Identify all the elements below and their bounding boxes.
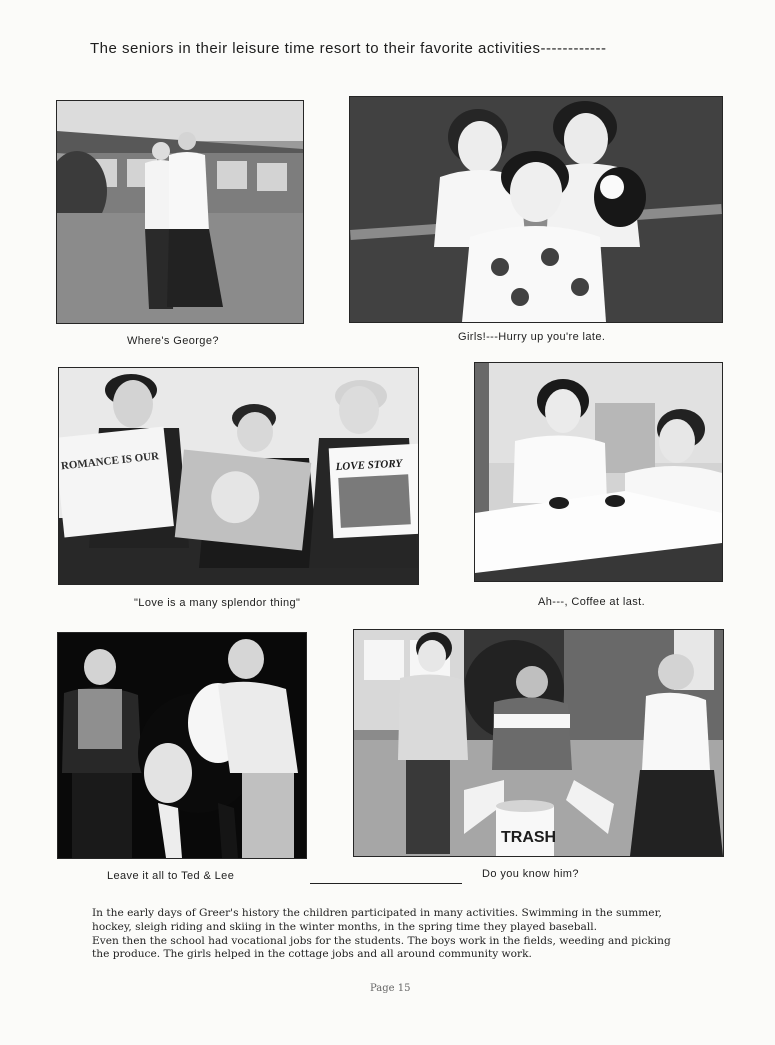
photo-coffee-girls: [474, 362, 723, 582]
caption-photo-6: Do you know him?: [482, 868, 579, 880]
caption-photo-2: Girls!---Hurry up you're late.: [458, 331, 606, 343]
body-paragraph: [92, 907, 712, 962]
body-line: Even then the school had vocational jobs for the students. The boys work in the fields, weeding and picking: [92, 934, 671, 947]
body-line: hockey, sleigh riding and skiing in the winter months, in the spring time they played baseball.: [92, 920, 598, 933]
newspaper-headline-left: ROMANCE IS OUR: [60, 450, 160, 473]
newspaper-headline-right: LOVE STORY: [335, 457, 403, 474]
caption-photo-4: Ah---, Coffee at last.: [538, 596, 646, 608]
page-heading: The seniors in their leisure time resort to their favorite activities------------: [90, 40, 607, 57]
photo-choir-robes: [56, 100, 304, 324]
body-line: the produce. The girls helped in the cottage jobs and all around community work.: [92, 948, 532, 961]
caption-photo-1: Where's George?: [127, 335, 219, 347]
trash-can-label: TRASH: [501, 829, 557, 846]
photo-boys-with-cow: [57, 632, 307, 859]
divider-rule: [310, 883, 462, 884]
caption-photo-3: "Love is a many splendor thing": [134, 597, 301, 609]
photo-trash-can: [353, 629, 724, 857]
caption-photo-5: Leave it all to Ted & Lee: [107, 870, 235, 882]
photo-three-girls: [349, 96, 723, 323]
body-line: In the early days of Greer's history the children participated in many activities. Swimming in the summer,: [92, 907, 662, 919]
page-number: Page 15: [370, 983, 411, 994]
photo-newspaper-boys: [58, 367, 419, 585]
